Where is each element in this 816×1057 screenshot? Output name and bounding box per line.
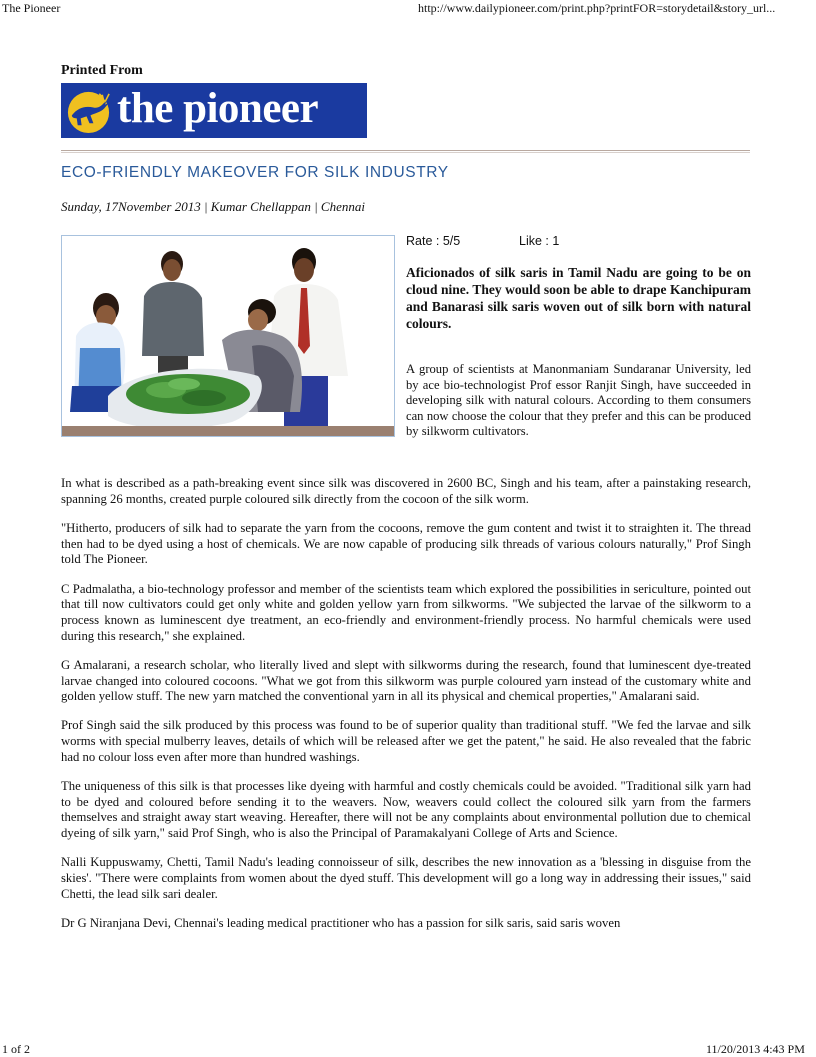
print-timestamp: 11/20/2013 4:43 PM (706, 1042, 805, 1056)
printed-from-label: Printed From (61, 63, 143, 78)
article-paragraph: In what is described as a path-breaking event since silk was discovered in 2600 BC, Singh and his team, after a painstaking research, spanning 26 months, created purple coloured silk directly from the cocoon of the silk worm. (61, 476, 751, 506)
silk-researchers-photo (62, 236, 395, 437)
article-intro: A group of scientists at Manonmaniam Sundaranar University, led by ace bio-technologist Prof essor Ranjit Singh, have succeeded in developing silk with natural colours. According to them consumers can now choose the colour that they prefer and this can be produced by silkworm cultivators. (406, 362, 751, 439)
logo-wordmark: the pioneer (117, 85, 319, 132)
article-paragraph: Prof Singh said the silk produced by this process was found to be of superior quality than traditional stuff. "We fed the larvae and silk worms with special mulberry leaves, details of which will be released after we get the patent," he said. He also revealed that the fabric had no colour loss even after more than hundred washings. (61, 718, 751, 764)
rating-value: Rate : 5/5 (406, 234, 461, 248)
page-url: http://www.dailypioneer.com/print.php?printFOR=storydetail&story_url... (418, 1, 776, 15)
article-paragraph: Nalli Kuppuswamy, Chetti, Tamil Nadu's leading connoisseur of silk, describes the new innovation as a 'blessing in disguise from the skies'. "There were complaints from women about the dyed stuff. This development will go a long way in addressing their issues," said Chetti, the lead silk sari dealer. (61, 855, 751, 901)
article-byline: Sunday, 17November 2013 | Kumar Chellappan | Chennai (61, 199, 365, 214)
article-paragraph: C Padmalatha, a bio-technology professor and member of the scientists team which explored the possibilities in sericulture, pointed out that till now cultivators could get only white and golden yellow yarn from silkworms. "We subjected the larvae of the silkworm to a process known as luminescent dye treatment, an eco-friendly and environment-friendly process. No harmful chemicals were used during this research," she explained. (61, 581, 751, 643)
article-paragraph: "Hitherto, producers of silk had to separate the yarn from the cocoons, remove the gum content and twist it to straighten it. The thread then had to be dyed using a host of chemicals. We are now capable of producing silk threads of various colours naturally," Prof Singh told The Pioneer. (61, 520, 751, 567)
article-headline: ECO-FRIENDLY MAKEOVER FOR SILK INDUSTRY (61, 164, 449, 181)
article-paragraph: The uniqueness of this silk is that processes like dyeing with harmful and costly chemicals could be avoided. "Traditional silk yarn had to be dyed and coloured before sending it to the weavers. Now, weavers could collect the coloured silk yarn from the farmers themselves and straight away start weaving. Hereafter, there will not be any complaints about environmental pollution due to chemical dyeing of silk yarn," said Prof Singh, who is also the Principal of Paramakalyani College of Arts and Science. (61, 779, 751, 841)
deer-emblem-icon (64, 86, 113, 135)
page-title: The Pioneer (2, 1, 61, 15)
page-indicator: 1 of 2 (2, 1042, 30, 1056)
article-photo (61, 235, 395, 437)
article-body (61, 476, 751, 945)
article-paragraph: G Amalarani, a research scholar, who literally lived and slept with silkworms during the research, found that luminescent dye-treated larvae changed into coloured cocoons. "What we got from this silkworm was purple coloured yarn instead of the customary white and golden yellow stuff. The new yarn matched the conventional yarn in all its physical and chemical properties," Amalarani said. (61, 657, 751, 704)
header-divider-shadow (61, 152, 750, 153)
browser-header (0, 0, 816, 16)
browser-footer (0, 1040, 816, 1056)
like-count: Like : 1 (519, 234, 560, 248)
pioneer-logo (61, 83, 367, 138)
article-paragraph: Dr G Niranjana Devi, Chennai's leading medical practitioner who has a passion for silk saris, said saris woven (61, 915, 621, 930)
header-divider (61, 150, 750, 151)
article-lede: Aficionados of silk saris in Tamil Nadu are going to be on cloud nine. They would soon be able to drape Kanchipuram and Banarasi silk saris woven out of silk born with natural colours. (406, 265, 751, 331)
